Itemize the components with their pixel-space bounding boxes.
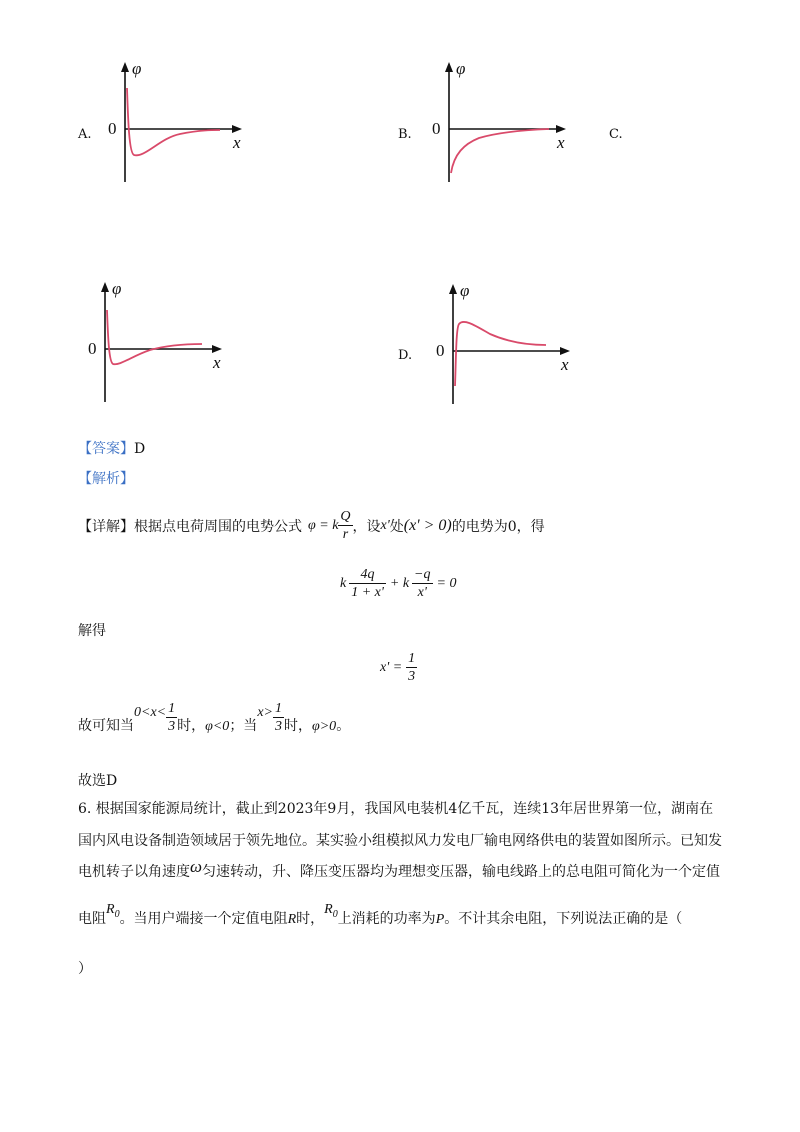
solve-num: 1 xyxy=(408,651,416,666)
origin-label: 0 xyxy=(436,341,445,360)
eq-den2: x' xyxy=(417,585,427,600)
conclusion-frac1-den: 3 xyxy=(168,719,176,734)
y-axis-label: φ xyxy=(460,281,470,300)
q6-line4-d: 上消耗的功率为 xyxy=(337,911,436,927)
solve-equation xyxy=(380,650,417,685)
detail-intro: 根据点电荷周围的电势公式 xyxy=(134,518,302,535)
x-axis-label: x xyxy=(213,353,221,372)
graph-b xyxy=(424,58,574,188)
q6-line4-c: 时， xyxy=(296,911,325,927)
q6-line4-b: 。当用户端接一个定值电阻 xyxy=(119,911,288,927)
solve-label: 解得 xyxy=(78,623,106,639)
analysis-line xyxy=(78,468,134,488)
x-axis-arrow xyxy=(560,347,570,355)
condition: (x' > 0) xyxy=(403,516,452,534)
solve-lhs: x' = xyxy=(380,659,403,675)
x-axis-label: x xyxy=(561,355,569,374)
y-axis-label: φ xyxy=(456,59,466,78)
q6-r0: $R_0$ xyxy=(106,902,120,920)
conclusion-cond2: x> xyxy=(257,705,273,720)
y-axis-arrow xyxy=(101,282,109,292)
x-axis-arrow xyxy=(232,125,242,133)
conclusion-end: 。 xyxy=(336,718,351,734)
x-axis-arrow xyxy=(556,125,566,133)
option-a-label: A. xyxy=(78,127,92,142)
answer-value: D xyxy=(134,441,146,457)
formula-frac xyxy=(338,508,352,543)
detail-mid: ，设 xyxy=(352,518,381,535)
conclusion-frac2 xyxy=(273,700,284,735)
option-c-label: C. xyxy=(609,127,623,142)
solve-frac xyxy=(406,650,417,685)
conclusion-cond1: 0<x< xyxy=(134,705,167,720)
eq-frac2 xyxy=(412,566,432,601)
q6-line5: ） xyxy=(78,961,92,977)
choose-line: 故选D xyxy=(78,773,118,789)
q6-line4-e: 。不计其余电阻，下列说法正确的是（ xyxy=(444,911,683,927)
formula-den: r xyxy=(342,527,349,542)
eq-k1: k xyxy=(340,575,347,591)
conclusion-frac1 xyxy=(166,700,177,735)
y-axis-label: φ xyxy=(132,59,142,78)
formula-num: Q xyxy=(340,509,351,524)
eq-num2: −q xyxy=(414,567,431,582)
q6-omega: ω xyxy=(190,857,203,876)
curve-d xyxy=(455,322,546,386)
conclusion-prefix: 故可知当 xyxy=(78,718,134,734)
equation xyxy=(340,566,456,601)
q6-line4-a: 电阻 xyxy=(78,911,106,927)
origin-label: 0 xyxy=(432,119,441,138)
y-axis-arrow xyxy=(449,284,457,294)
eq-num1: 4q xyxy=(349,566,386,584)
origin-label: 0 xyxy=(108,119,117,138)
y-axis-label: φ xyxy=(112,279,122,298)
option-b-label: B. xyxy=(398,127,412,142)
eq-frac1 xyxy=(349,566,386,601)
conclusion-result2: φ>0 xyxy=(311,719,337,734)
conclusion-line xyxy=(78,700,350,735)
eq-plus: + k xyxy=(389,575,410,591)
q6-line3 xyxy=(78,857,721,883)
x-axis-arrow xyxy=(212,345,222,353)
detail-tag: 【详解】 xyxy=(78,518,134,535)
origin-label: 0 xyxy=(88,339,97,358)
conclusion-frac2-den: 3 xyxy=(274,719,282,734)
q6-line3-b: 匀速转动，升、降压变压器均为理想变压器，输电线路上的总电阻可简化为一个定值 xyxy=(202,864,721,880)
graph-c xyxy=(80,278,230,408)
conclusion-when: 时， xyxy=(177,718,206,734)
curve-c xyxy=(107,310,202,364)
q6-r: R xyxy=(287,912,297,927)
eq-rhs: = 0 xyxy=(436,575,457,591)
graph-a xyxy=(100,58,250,188)
q6-line1: 6. 根据国家能源局统计，截止到2023年9月，我国风电装机4亿千瓦，连续13年居世界第一位，湖南在 xyxy=(78,801,714,817)
detail-line xyxy=(78,508,545,543)
conclusion-result1: φ<0 xyxy=(205,719,230,734)
q6-line3-a: 电机转子以角速度 xyxy=(78,864,190,880)
detail-end: 的电势为0，得 xyxy=(451,518,545,535)
x-prime: x' xyxy=(380,517,390,533)
conclusion-when2: 时， xyxy=(283,718,312,734)
curve-a xyxy=(127,88,220,155)
conclusion-frac2-num: 1 xyxy=(274,701,282,716)
solve-den: 3 xyxy=(408,669,416,684)
answer-line xyxy=(78,438,145,458)
answer-tag: 【答案】 xyxy=(78,441,134,457)
eq-den1: 1 + x' xyxy=(351,585,384,600)
x-axis-label: x xyxy=(233,133,241,152)
curve-b xyxy=(451,129,549,173)
conclusion-frac1-num: 1 xyxy=(168,701,176,716)
analysis-tag: 【解析】 xyxy=(78,471,134,487)
graph-d xyxy=(428,280,578,410)
q6-line2: 国内风电设备制造领域居于领先地位。某实验小组模拟风力发电厂输电网络供电的装置如图所示。已知发 xyxy=(78,833,722,849)
x-axis-label: x xyxy=(557,133,565,152)
q6-line4 xyxy=(78,902,683,936)
option-d-label: D. xyxy=(398,348,413,363)
q6-r0-2: $R_0$ xyxy=(324,902,338,920)
conclusion-sep: ；当 xyxy=(229,718,258,734)
detail-where: 处 xyxy=(389,518,404,535)
y-axis-arrow xyxy=(121,62,129,72)
q6-p: P xyxy=(435,912,445,927)
formula-lhs: φ = k xyxy=(308,517,339,533)
y-axis-arrow xyxy=(445,62,453,72)
